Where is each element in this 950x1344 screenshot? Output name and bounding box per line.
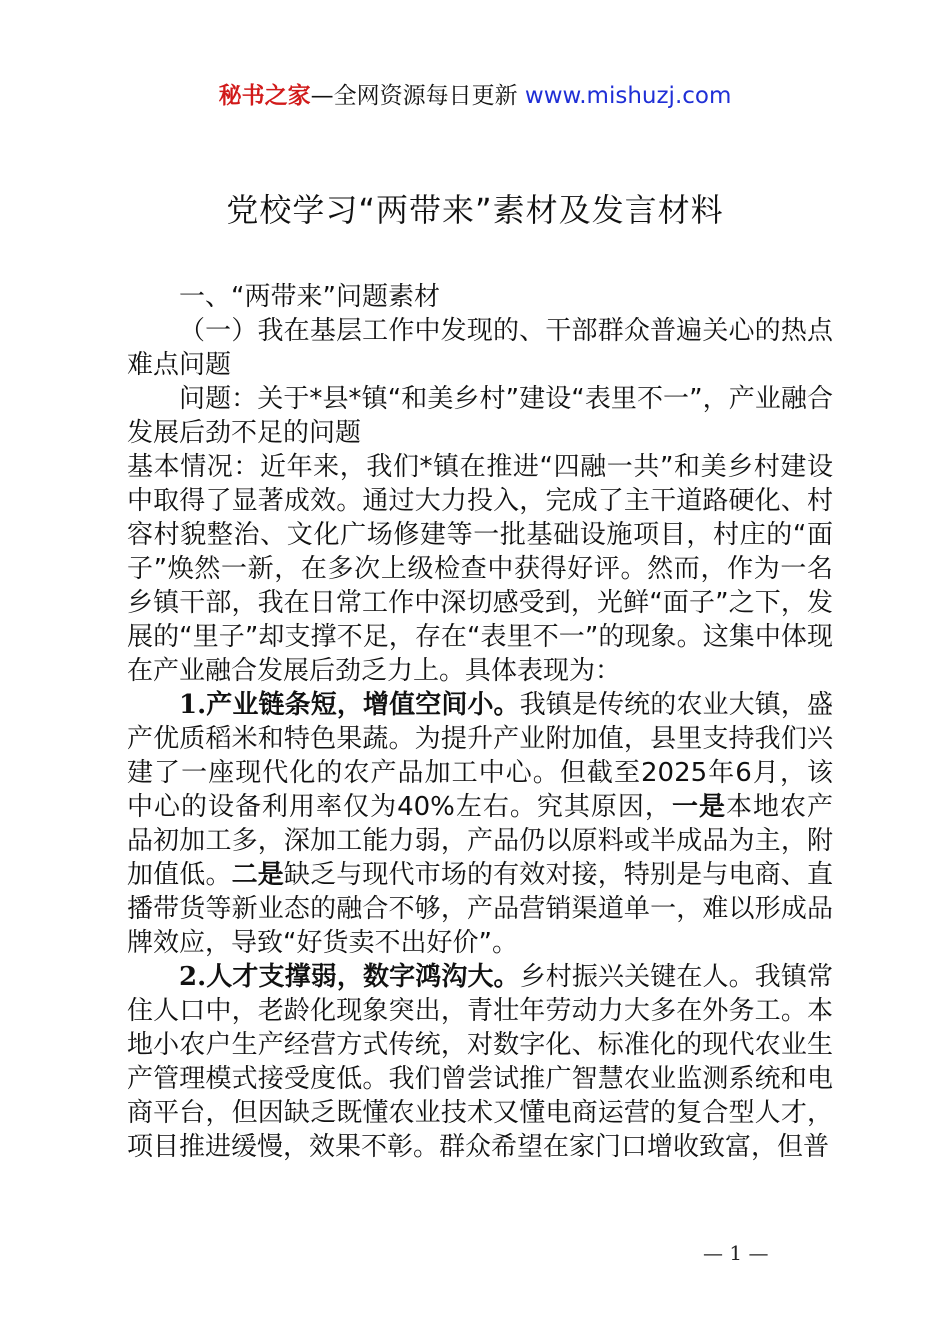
document-title: 党校学习“两带来”素材及发言材料: [226, 191, 724, 229]
point-1-text-b: 本地农产品初加工多，深加工能力弱，产品仍以原料或半成品为主，附加值低。: [127, 792, 833, 890]
point-1-text-a: 我镇是传统的农业大镇，盛产优质稻米和特色果蔬。为提升产业附加值，县里支持我们兴建了一座现代化的农产品加工中心。但截至2025年6月，该中心的设备利用率仅为40%左右。究其原因，: [127, 690, 833, 822]
point-2-text: 乡村振兴关键在人。我镇常住人口中，老龄化现象突出，青壮年劳动力大多在外务工。本地小农户生产经营方式传统，对数字化、标准化的现代农业生产管理模式接受度低。我们曾尝试推广智慧农业监测系统和电商平台，但因缺乏既懂农业技术又懂电商运营的复合型人才，项目推进缓慢，效果不彰。群众希望在家门口增收致富，但普: [127, 962, 833, 1162]
point-1-bold-b: 二是: [231, 860, 284, 890]
section-heading: 一、“两带来”问题素材: [179, 282, 440, 312]
banner-tagline: —全网资源每日更新: [310, 83, 518, 109]
point-1-paragraph: [127, 688, 833, 960]
subsection-heading: （一）我在基层工作中发现的、干部群众普遍关心的热点难点问题: [127, 316, 833, 380]
page-number: — 1 —: [703, 1241, 769, 1265]
issue-paragraph: 问题：关于*县*镇“和美乡村”建设“表里不一”，产业融合发展后劲不足的问题: [127, 384, 833, 448]
point-1-lead: 1.产业链条短，增值空间小。: [179, 690, 520, 720]
brand-name: 秘书之家: [218, 83, 311, 109]
document-body: [127, 280, 833, 1164]
point-2-paragraph: [127, 960, 833, 1164]
point-1-bold-a: 一是: [671, 792, 726, 822]
point-2-lead: 2.人才支撑弱，数字鸿沟大。: [179, 962, 520, 992]
basic-situation-paragraph: 基本情况：近年来，我们*镇在推进“四融一共”和美乡村建设中取得了显著成效。通过大力投入，完成了主干道路硬化、村容村貌整治、文化广场修建等一批基础设施项目，村庄的“面子”焕然一新，在多次上级检查中获得好评。然而，作为一名乡镇干部，我在日常工作中深切感受到，光鲜“面子”之下，发展的“里子”却支撑不足，存在“表里不一”的现象。这集中体现在产业融合发展后劲乏力上。具体表现为：: [127, 452, 833, 686]
site-banner: [0, 80, 950, 112]
website-link[interactable]: www.mishuzj.com: [517, 83, 732, 109]
point-1-text-c: 缺乏与现代市场的有效对接，特别是与电商、直播带货等新业态的融合不够，产品营销渠道单一，难以形成品牌效应，导致“好货卖不出好价”。: [127, 860, 833, 958]
